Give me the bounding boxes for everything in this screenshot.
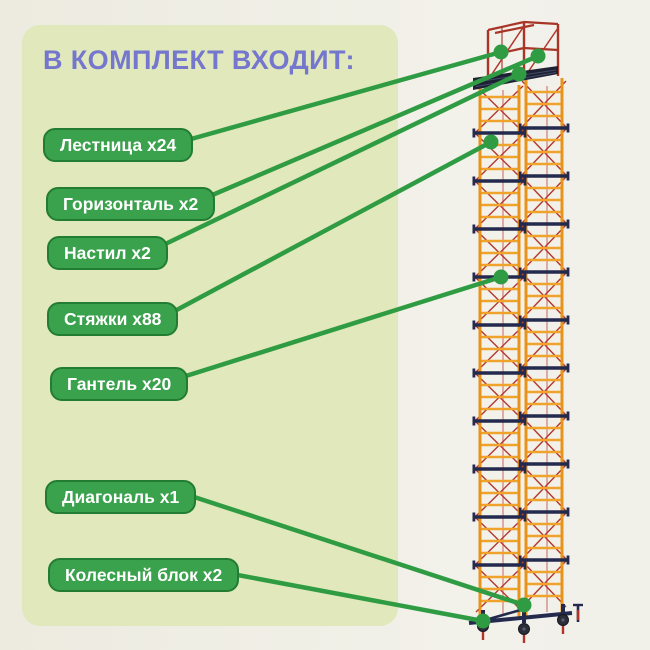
label-diagonal: Диагональ x1 (45, 480, 196, 514)
callout-dot-diagonal (517, 598, 532, 613)
callout-line-diagonal (185, 494, 524, 605)
callout-dot-wheel-block (476, 614, 491, 629)
callout-dot-ties (484, 135, 499, 150)
page-title: В КОМПЛЕКТ ВХОДИТ: (43, 45, 355, 75)
label-dumbbell: Гантель x20 (50, 367, 188, 401)
callout-dot-dumbbell (494, 270, 509, 285)
callout-line-ladder (184, 52, 501, 141)
scaffold-tower-illustration (469, 22, 583, 643)
label-ladder: Лестница x24 (43, 128, 193, 162)
label-ties: Стяжки x88 (47, 302, 178, 336)
label-horizontal: Горизонталь x2 (46, 187, 215, 221)
callout-line-ties (171, 142, 491, 313)
callout-dot-horizontal (531, 49, 546, 64)
callout-dot-deck (512, 67, 527, 82)
callout-dot-ladder (494, 45, 509, 60)
callout-line-dumbbell (170, 277, 501, 381)
callout-line-horizontal (203, 56, 538, 199)
label-wheel-block: Колесный блок x2 (48, 558, 239, 592)
label-deck: Настил x2 (47, 236, 168, 270)
